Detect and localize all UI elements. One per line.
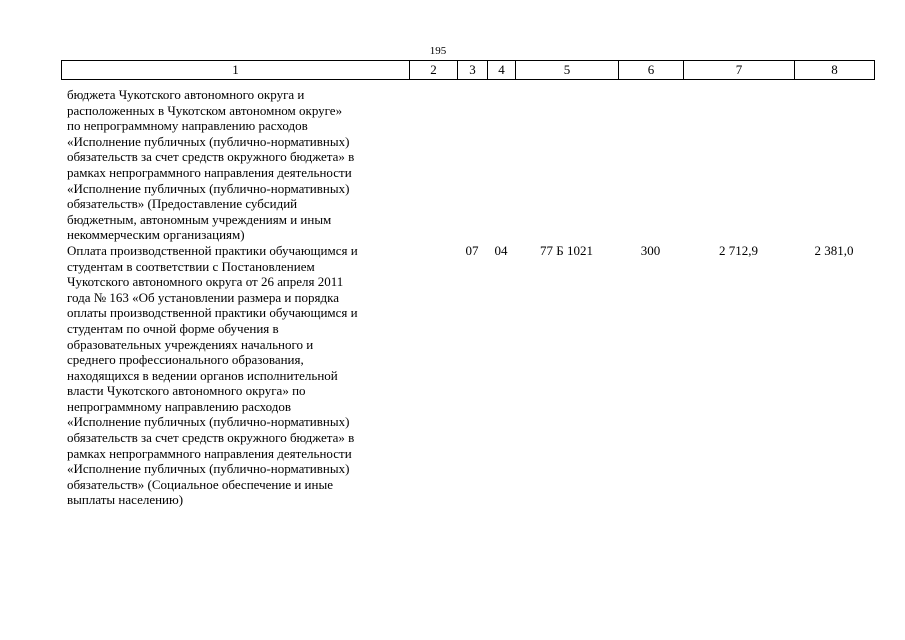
description-line: обязательств за счет средств окружного бюджета» в bbox=[67, 149, 355, 165]
description-line: «Исполнение публичных (публично-нормативных) bbox=[67, 414, 350, 430]
cell-target-article bbox=[515, 87, 618, 243]
cell-expense-type: 300 bbox=[640, 242, 661, 258]
column-header-7: 7 bbox=[684, 61, 795, 80]
cell-amount-2: 2 381,0 bbox=[814, 242, 854, 258]
description-line: года № 163 «Об установлении размера и порядка bbox=[67, 289, 339, 305]
cell-expense-type bbox=[618, 87, 683, 243]
column-header-6: 6 bbox=[619, 61, 684, 80]
description-line: бюджетным, автономным учреждениям и иным bbox=[67, 211, 332, 227]
description-line: среднего профессионального образования, bbox=[67, 352, 304, 368]
column-header-1: 1 bbox=[62, 61, 410, 80]
description-line: студентам в соответствии с Постановлением bbox=[67, 258, 315, 274]
description-line: по непрограммному направлению расходов bbox=[67, 118, 308, 134]
column-header-3: 3 bbox=[458, 61, 488, 80]
cell-target-article: 77 Б 1021 bbox=[540, 242, 593, 258]
budget-table bbox=[61, 87, 874, 508]
description-line: «Исполнение публичных (публично-нормативных) bbox=[67, 461, 350, 477]
description-line: расположенных в Чукотском автономном округе» bbox=[67, 102, 343, 118]
description-line: власти Чукотского автономного округа» по bbox=[67, 383, 306, 399]
column-header-table bbox=[61, 60, 875, 80]
cell-amount-2 bbox=[794, 87, 874, 243]
description-line: «Исполнение публичных (публично-нормативных) bbox=[67, 180, 350, 196]
page-number: 195 bbox=[429, 45, 447, 57]
cell-col2 bbox=[409, 87, 457, 243]
cell-section: 07 bbox=[465, 242, 479, 258]
row-description bbox=[61, 87, 409, 243]
description-line: образовательных учреждениях начального и bbox=[67, 336, 314, 352]
column-header-8: 8 bbox=[795, 61, 875, 80]
row-description bbox=[61, 243, 409, 508]
description-line: выплаты населению) bbox=[67, 492, 184, 508]
description-line: Оплата производственной практики обучающимся и bbox=[67, 242, 358, 258]
description-line: непрограммному направлению расходов bbox=[67, 398, 292, 414]
cell-subsection: 04 bbox=[494, 242, 508, 258]
description-line: находящихся в ведении органов исполнительной bbox=[67, 367, 338, 383]
description-line: обязательств» (Социальное обеспечение и иные bbox=[67, 476, 333, 492]
description-line: студентам по очной форме обучения в bbox=[67, 320, 279, 336]
cell-section bbox=[457, 87, 487, 243]
description-line: рамках непрограммного направления деятельности bbox=[67, 445, 352, 461]
column-header-4: 4 bbox=[488, 61, 516, 80]
description-line: бюджета Чукотского автономного округа и bbox=[67, 87, 305, 102]
table-row bbox=[61, 243, 874, 508]
description-line: обязательств» (Предоставление субсидий bbox=[67, 196, 298, 212]
cell-subsection bbox=[487, 87, 515, 243]
table-row bbox=[61, 87, 874, 243]
description-line: оплаты производственной практики обучающимся и bbox=[67, 305, 358, 321]
description-line: некоммерческим организациям) bbox=[67, 227, 245, 243]
cell-col2 bbox=[409, 243, 457, 508]
description-line: обязательств за счет средств окружного бюджета» в bbox=[67, 430, 355, 446]
column-header-5: 5 bbox=[516, 61, 619, 80]
column-header-2: 2 bbox=[410, 61, 458, 80]
description-line: рамках непрограммного направления деятельности bbox=[67, 164, 352, 180]
description-line: Чукотского автономного округа от 26 апреля 2011 bbox=[67, 274, 344, 290]
cell-amount-1: 2 712,9 bbox=[719, 242, 758, 258]
cell-amount-1 bbox=[683, 87, 794, 243]
column-header-row bbox=[62, 61, 875, 80]
description-line: «Исполнение публичных (публично-нормативных) bbox=[67, 133, 350, 149]
